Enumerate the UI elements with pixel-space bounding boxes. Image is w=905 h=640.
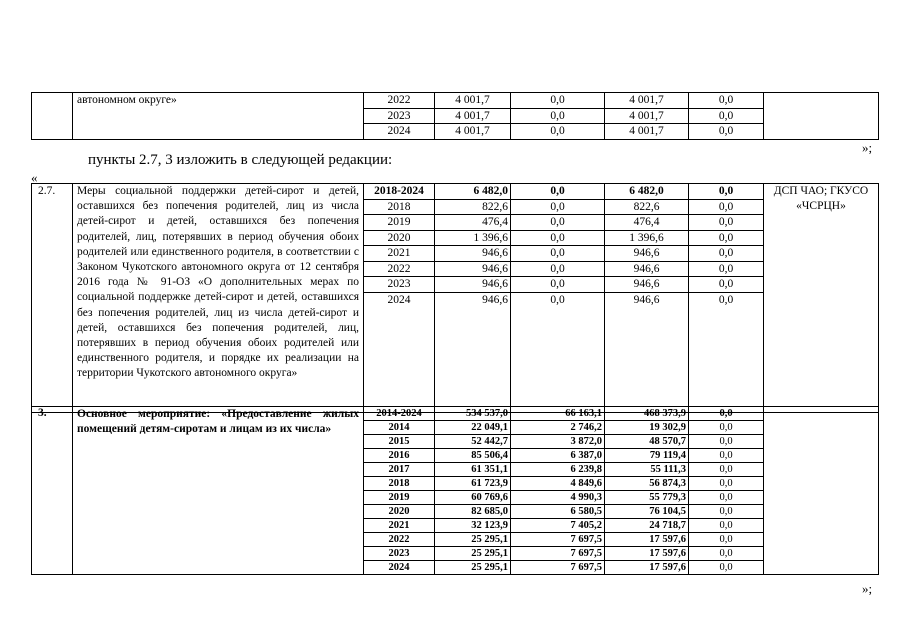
regional-cell: 48 570,7 bbox=[605, 435, 689, 449]
year-cell: 2017 bbox=[364, 463, 435, 477]
total-cell: 52 442,7 bbox=[435, 435, 511, 449]
other-cell: 0,0 bbox=[689, 108, 764, 124]
num-cell bbox=[32, 93, 73, 140]
total-cell: 22 049,1 bbox=[435, 421, 511, 435]
item-description: Меры социальной поддержки детей-сирот и детей, оставшихся без попечения родителей, лиц из числа детей-сирот и детей, оставшихся без попечения родителей, лиц, потерявших в период обучения обоих родителей или единственного родителя, в соответствии с Законом Чукотского автономного округа от 12 сентября 2016 года № 91-ОЗ «О дополнительных мерах по социальной поддержке детей-сирот и детей, оставшихся без попечения родителей, лиц из числа детей-сирот и детей, оставшихся без попечения родителей, лиц, потерявших в период обучения обоих родителей или единственного родителя, и порядке их реализации на территории Чукотского автономного округа» bbox=[73, 184, 364, 413]
other-cell: 0,0 bbox=[689, 184, 764, 200]
total-cell: 1 396,6 bbox=[435, 230, 511, 246]
total-cell: 82 685,0 bbox=[435, 505, 511, 519]
total-cell: 946,6 bbox=[435, 277, 511, 293]
regional-cell: 946,6 bbox=[605, 261, 689, 277]
year-cell: 2021 bbox=[364, 246, 435, 262]
closing-quote-2: »; bbox=[862, 581, 873, 596]
total-cell: 4 001,7 bbox=[435, 93, 511, 109]
federal-cell: 0,0 bbox=[511, 246, 605, 262]
other-cell: 0,0 bbox=[689, 421, 764, 435]
year-cell: 2016 bbox=[364, 449, 435, 463]
federal-cell: 0,0 bbox=[511, 124, 605, 140]
total-cell: 32 123,9 bbox=[435, 519, 511, 533]
federal-cell: 0,0 bbox=[511, 93, 605, 109]
year-cell: 2022 bbox=[364, 261, 435, 277]
description-cell: автономном округе» bbox=[73, 93, 364, 140]
year-cell: 2014 bbox=[364, 421, 435, 435]
total-cell: 4 001,7 bbox=[435, 108, 511, 124]
year-cell: 2024 bbox=[364, 124, 435, 140]
year-cell: 2022 bbox=[364, 93, 435, 109]
regional-cell: 822,6 bbox=[605, 199, 689, 215]
executor-cell bbox=[764, 93, 879, 140]
total-cell: 946,6 bbox=[435, 246, 511, 262]
regional-cell: 55 779,3 bbox=[605, 491, 689, 505]
federal-cell: 0,0 bbox=[511, 184, 605, 200]
other-cell: 0,0 bbox=[689, 407, 764, 421]
year-cell: 2021 bbox=[364, 519, 435, 533]
total-cell: 85 506,4 bbox=[435, 449, 511, 463]
federal-cell: 3 872,0 bbox=[511, 435, 605, 449]
federal-cell: 0,0 bbox=[511, 292, 605, 412]
other-cell: 0,0 bbox=[689, 292, 764, 412]
federal-cell: 0,0 bbox=[511, 261, 605, 277]
total-cell: 6 482,0 bbox=[435, 184, 511, 200]
executor-cell: ДСП ЧАО; ГКУСО «ЧСРЦН» bbox=[764, 184, 879, 413]
federal-cell: 0,0 bbox=[511, 108, 605, 124]
regional-cell: 79 119,4 bbox=[605, 449, 689, 463]
other-cell: 0,0 bbox=[689, 533, 764, 547]
total-cell: 61 351,1 bbox=[435, 463, 511, 477]
total-cell: 822,6 bbox=[435, 199, 511, 215]
federal-cell: 4 990,3 bbox=[511, 491, 605, 505]
regional-cell: 56 874,3 bbox=[605, 477, 689, 491]
other-cell: 0,0 bbox=[689, 505, 764, 519]
federal-cell: 4 849,6 bbox=[511, 477, 605, 491]
total-cell: 534 537,0 bbox=[435, 407, 511, 421]
total-cell: 946,6 bbox=[435, 292, 511, 412]
item-number: 2.7. bbox=[32, 184, 73, 413]
amendment-intro-text: пункты 2.7, 3 изложить в следующей редакции: bbox=[88, 152, 393, 168]
other-cell: 0,0 bbox=[689, 477, 764, 491]
federal-cell: 2 746,2 bbox=[511, 421, 605, 435]
regional-cell: 468 373,9 bbox=[605, 407, 689, 421]
regional-cell: 17 597,6 bbox=[605, 561, 689, 575]
federal-cell: 6 387,0 bbox=[511, 449, 605, 463]
other-cell: 0,0 bbox=[689, 435, 764, 449]
opening-quote: « bbox=[31, 170, 38, 185]
regional-cell: 24 718,7 bbox=[605, 519, 689, 533]
other-cell: 0,0 bbox=[689, 491, 764, 505]
regional-cell: 19 302,9 bbox=[605, 421, 689, 435]
total-cell: 60 769,6 bbox=[435, 491, 511, 505]
year-cell: 2018 bbox=[364, 477, 435, 491]
regional-cell: 4 001,7 bbox=[605, 108, 689, 124]
total-cell: 476,4 bbox=[435, 215, 511, 231]
regional-cell: 946,6 bbox=[605, 292, 689, 412]
other-cell: 0,0 bbox=[689, 124, 764, 140]
year-cell: 2014-2024 bbox=[364, 407, 435, 421]
federal-cell: 7 697,5 bbox=[511, 547, 605, 561]
other-cell: 0,0 bbox=[689, 93, 764, 109]
other-cell: 0,0 bbox=[689, 261, 764, 277]
year-cell: 2015 bbox=[364, 435, 435, 449]
top-table-fragment bbox=[31, 92, 879, 140]
other-cell: 0,0 bbox=[689, 246, 764, 262]
item-description: Основное мероприятие: «Предоставление жилых помещений детям-сиротам и лицам из их числа» bbox=[73, 407, 364, 575]
total-cell: 25 295,1 bbox=[435, 533, 511, 547]
other-cell: 0,0 bbox=[689, 215, 764, 231]
regional-cell: 476,4 bbox=[605, 215, 689, 231]
regional-cell: 55 111,3 bbox=[605, 463, 689, 477]
closing-quote-1: »; bbox=[862, 140, 873, 155]
year-cell: 2023 bbox=[364, 277, 435, 293]
year-cell: 2020 bbox=[364, 505, 435, 519]
total-cell: 25 295,1 bbox=[435, 547, 511, 561]
year-cell: 2023 bbox=[364, 547, 435, 561]
regional-cell: 76 104,5 bbox=[605, 505, 689, 519]
regional-cell: 946,6 bbox=[605, 277, 689, 293]
federal-cell: 7 405,2 bbox=[511, 519, 605, 533]
section-2-7-table bbox=[31, 183, 879, 413]
regional-cell: 4 001,7 bbox=[605, 93, 689, 109]
year-cell: 2023 bbox=[364, 108, 435, 124]
other-cell: 0,0 bbox=[689, 463, 764, 477]
other-cell: 0,0 bbox=[689, 277, 764, 293]
regional-cell: 1 396,6 bbox=[605, 230, 689, 246]
federal-cell: 0,0 bbox=[511, 277, 605, 293]
federal-cell: 0,0 bbox=[511, 199, 605, 215]
year-cell: 2019 bbox=[364, 215, 435, 231]
item-number: 3. bbox=[32, 407, 73, 575]
total-cell: 4 001,7 bbox=[435, 124, 511, 140]
executor-cell bbox=[764, 407, 879, 575]
year-cell: 2024 bbox=[364, 561, 435, 575]
year-cell: 2024 bbox=[364, 292, 435, 412]
other-cell: 0,0 bbox=[689, 199, 764, 215]
federal-cell: 6 239,8 bbox=[511, 463, 605, 477]
federal-cell: 0,0 bbox=[511, 230, 605, 246]
other-cell: 0,0 bbox=[689, 230, 764, 246]
federal-cell: 7 697,5 bbox=[511, 561, 605, 575]
other-cell: 0,0 bbox=[689, 519, 764, 533]
regional-cell: 6 482,0 bbox=[605, 184, 689, 200]
other-cell: 0,0 bbox=[689, 561, 764, 575]
regional-cell: 17 597,6 bbox=[605, 547, 689, 561]
regional-cell: 946,6 bbox=[605, 246, 689, 262]
other-cell: 0,0 bbox=[689, 547, 764, 561]
year-cell: 2019 bbox=[364, 491, 435, 505]
year-cell: 2018-2024 bbox=[364, 184, 435, 200]
year-cell: 2022 bbox=[364, 533, 435, 547]
federal-cell: 7 697,5 bbox=[511, 533, 605, 547]
federal-cell: 6 580,5 bbox=[511, 505, 605, 519]
regional-cell: 17 597,6 bbox=[605, 533, 689, 547]
total-cell: 946,6 bbox=[435, 261, 511, 277]
federal-cell: 66 163,1 bbox=[511, 407, 605, 421]
federal-cell: 0,0 bbox=[511, 215, 605, 231]
total-cell: 25 295,1 bbox=[435, 561, 511, 575]
other-cell: 0,0 bbox=[689, 449, 764, 463]
section-3-table bbox=[31, 406, 879, 575]
total-cell: 61 723,9 bbox=[435, 477, 511, 491]
year-cell: 2018 bbox=[364, 199, 435, 215]
year-cell: 2020 bbox=[364, 230, 435, 246]
regional-cell: 4 001,7 bbox=[605, 124, 689, 140]
